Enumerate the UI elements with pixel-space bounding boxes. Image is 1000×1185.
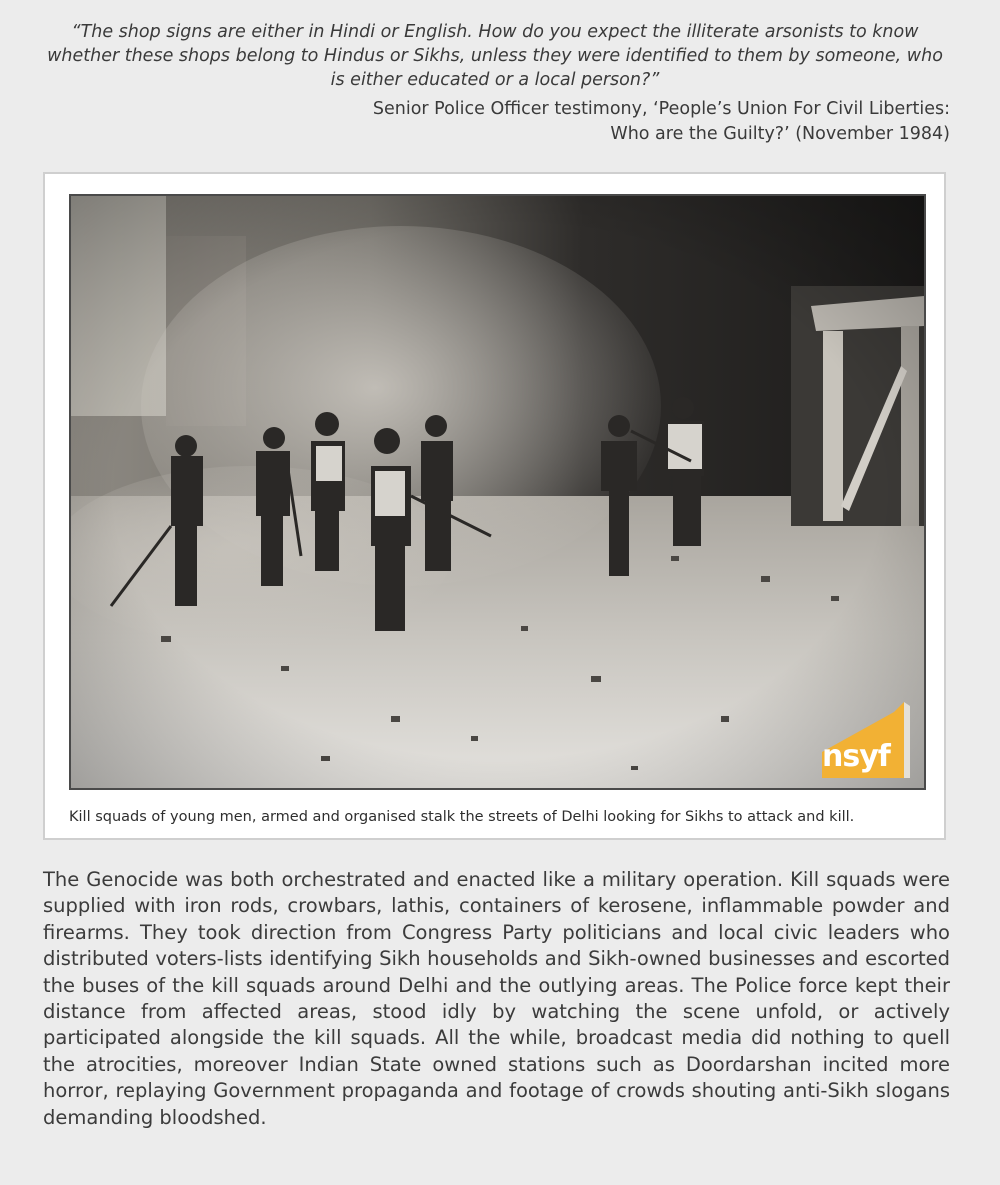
historical-photo (69, 194, 926, 790)
photo-frame (43, 172, 946, 840)
photo-caption: Kill squads of young men, armed and organised stalk the streets of Delhi looking for Sikhs to attack and kill. (69, 809, 855, 825)
body-paragraph: The Genocide was both orchestrated and enacted like a military operation. Kill squads were supplied with iron rods, crowbars, lathis, containers of kerosene, inflammable powder and firearms. They took direction from Congress Party politicians and local civic leaders who distributed voters-lists identifying Sikh households and Sikh-owned businesses and escorted the buses of the kill squads around Delhi and the outlying areas. The Police force kept their distance from affected areas, stood idly by watching the scene unfold, or actively participated alongside the kill squads. All the while, broadcast media did nothing to quell the atrocities, moreover Indian State owned stations such as Doordarshan incited more horror, replaying Government propaganda and footage of crowds shouting anti-Sikh slogans demanding bloodshed. (43, 868, 950, 1129)
quote-text: “The shop signs are either in Hindi or English. How do you expect the illiterate arsonists to know whether these shops belong to Hindus or Sikhs, unless they were identified to them by someone, who is either educated or a local person?” (47, 22, 943, 90)
nsyf-logo (822, 702, 914, 778)
nsyf-logo-text: nsyf (822, 739, 890, 774)
street-scene-illustration (71, 196, 924, 788)
quote-attribution (250, 97, 950, 147)
attribution-line-1: Senior Police Officer testimony, ‘People’s Union For Civil Liberties: (372, 99, 950, 119)
attribution-line-2: Who are the Guilty?’ (November 1984) (610, 124, 950, 144)
